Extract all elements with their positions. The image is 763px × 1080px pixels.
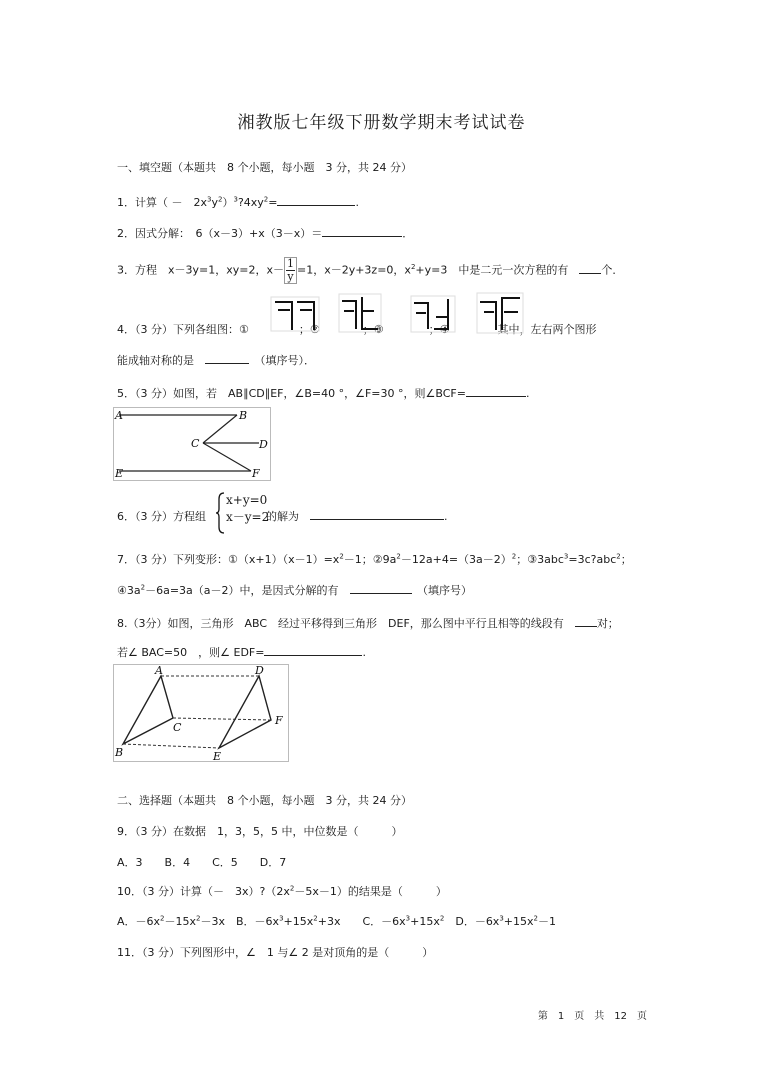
equation-system-brace [216, 491, 226, 539]
question-4: 4．（3 分）下列各组图：① ；② ；③ ；④ 其中，左右两个图形 [117, 323, 597, 336]
question-7-line-2: $④3a^2-6a=3a(a-2)$中，是因式分解的有 （填序号） [117, 583, 473, 597]
answer-blank[interactable] [350, 582, 412, 594]
label-c: C [191, 437, 200, 450]
answer-blank[interactable] [575, 615, 597, 627]
label-f: F [252, 467, 260, 480]
answer-blank[interactable] [205, 352, 249, 364]
section-1-heading: 一、填空题（本题共 8 个小题，每小题 3 分，共 24 分） [117, 161, 412, 174]
label-a: A [115, 409, 123, 422]
question-5: 5．（3 分）如图，若 AB∥CD∥EF，∠B=40 °，∠F=30 °，则∠BCF= . [117, 387, 530, 400]
label-b: B [239, 409, 248, 422]
figure-4-glyph-pair [476, 292, 524, 338]
section-2-heading: 二、选择题（本题共 8 个小题，每小题 3 分，共 24 分） [117, 794, 412, 807]
question-9-options[interactable]: A．3 B．4 C．5 D．7 [117, 856, 287, 869]
answer-blank[interactable] [264, 644, 362, 656]
figure-q5-parallel-lines [113, 407, 271, 481]
label-c: C [173, 721, 182, 734]
label-e: E [213, 750, 222, 762]
answer-blank[interactable] [310, 508, 444, 520]
page-footer: 第 1 页 共 12 页 [537, 1011, 647, 1022]
question-10-options[interactable]: A．$-6x^2-15x^2-3x$ B．$-6x^3+15x^2+3x$ C．$-6x^3+15x^2$ D．$-6x^3+15x^2-1$ [117, 914, 556, 928]
label-b: B [115, 746, 124, 759]
question-6: 6．（3 分）方程组 的解为 . [117, 510, 448, 523]
question-9: 9．（3 分）在数据 1，3，5，5 中，中位数是（ ） [117, 825, 403, 838]
answer-blank[interactable] [466, 385, 526, 397]
answer-blank[interactable] [322, 225, 402, 237]
page-title: 湘教版七年级下册数学期末考试试卷 [237, 113, 526, 133]
question-3: 3．方程 x－3y=1，xy=2，x－ $\frac{1}{y}=1$，x－2y+3z=0，$x^2+y=3$ 中是二元一次方程的有 个． [117, 257, 624, 283]
label-e: E [115, 467, 124, 480]
answer-blank[interactable] [579, 262, 601, 274]
question-7-line-1: 7．（3 分）下列变形：$①(x+1)(x-1)=x^2-1$；$②9a^2-12a+4=(3a-2)^2$；③3abc$^3$=3c?abc$^2$； [117, 552, 632, 566]
answer-blank[interactable] [277, 194, 355, 206]
question-8-line-1: 8.（3分）如图，三角形 ABC 经过平移得到三角形 DEF，那么图中平行且相等的线段有 对； [117, 617, 619, 630]
equation-system: x+y=0 x－y=2 [226, 493, 270, 524]
question-2: 2．因式分解： 6（x－3）+x（3－x）＝ ． [117, 227, 414, 240]
label-f: F [275, 714, 283, 727]
label-a: A [155, 664, 163, 677]
label-d: D [259, 438, 268, 451]
label-d: D [255, 664, 264, 677]
question-10: 10．（3 分）计算（－ $3x)?(2x^2-5x-1)$的结果是（ ） [117, 884, 447, 898]
figure-q8-triangle-translation [113, 664, 289, 762]
figure-3-glyph-pair [410, 295, 456, 337]
figure-2-glyph-pair [338, 293, 382, 337]
question-8-line-2: 若∠ BAC=50 ，则∠ EDF= . [117, 646, 366, 659]
fraction-1-over-y: $\frac{1}{y}$ [284, 257, 297, 284]
question-1: 1．计算（ － $2x^3y^2)^3?4xy^2=$ . [117, 195, 359, 209]
question-11: 11．（3 分）下列图形中，∠ 1 与∠ 2 是对顶角的是（ ） [117, 946, 434, 959]
question-4-line-2: 能成轴对称的是 （填序号）． [117, 354, 315, 367]
figure-1-glyph-pair [270, 296, 320, 336]
